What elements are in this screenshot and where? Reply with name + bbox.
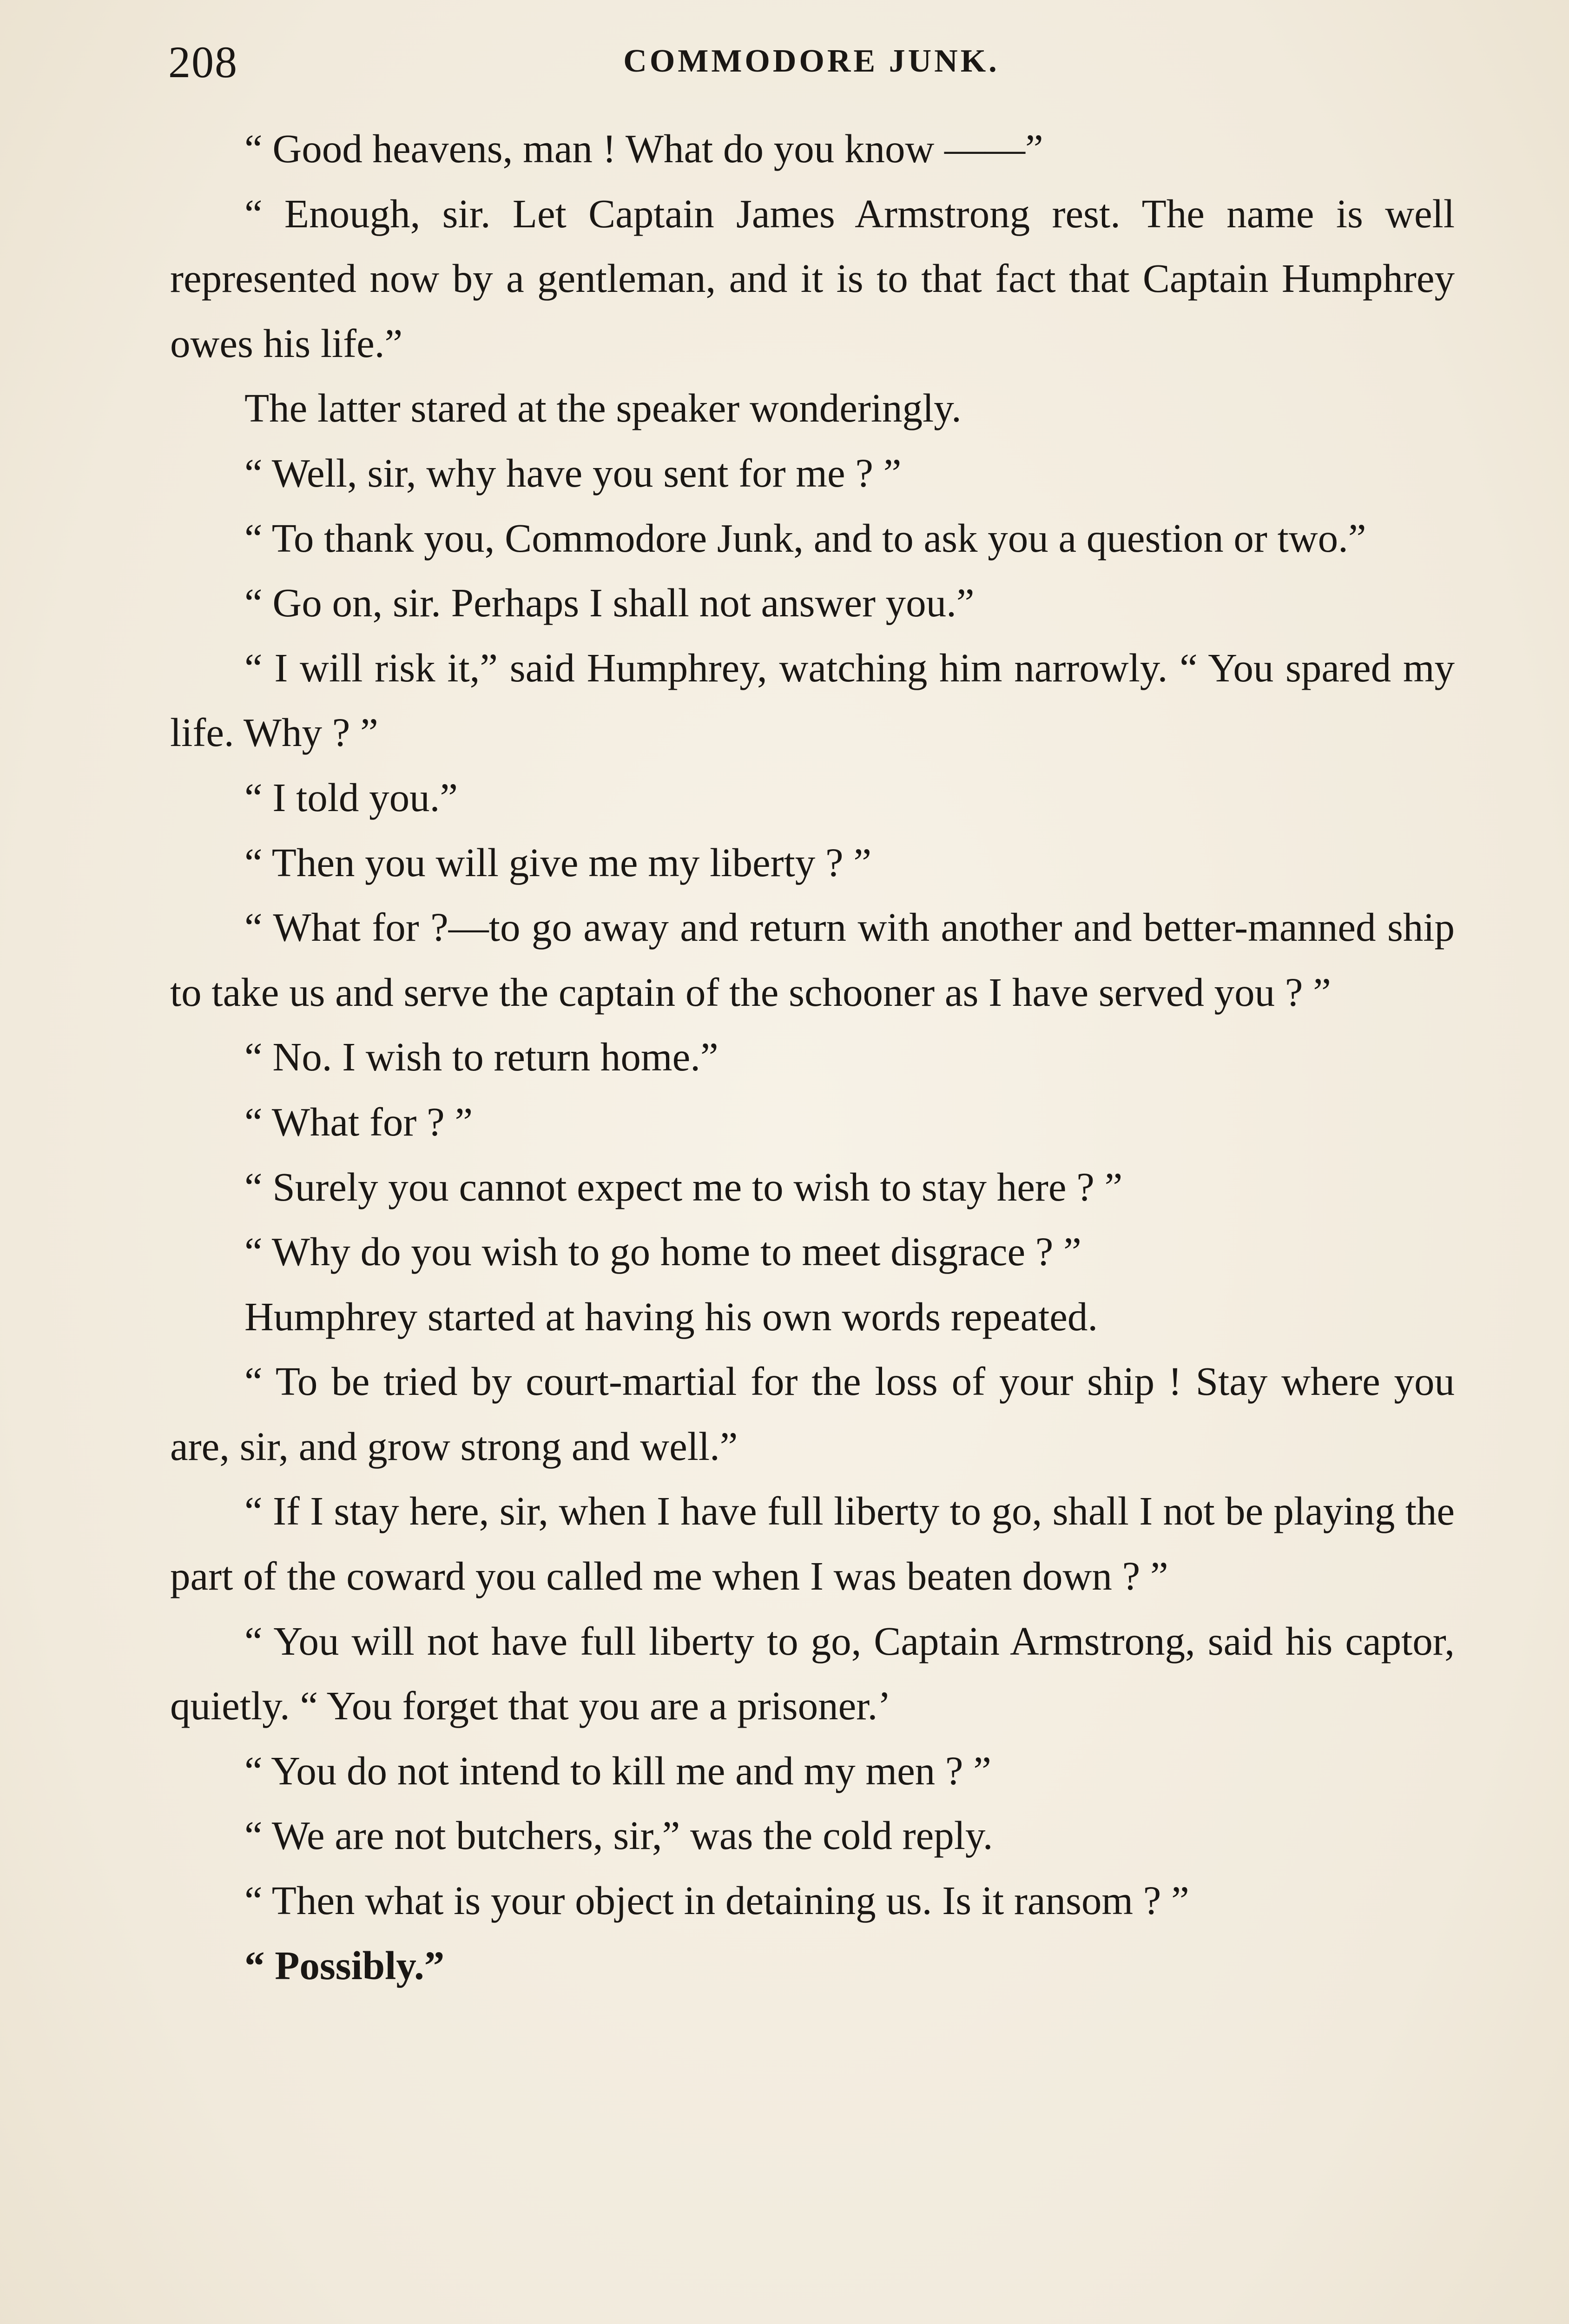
- paragraph: “ Go on, sir. Perhaps I shall not answer you.”: [244, 580, 975, 626]
- page-header: [168, 36, 1455, 87]
- paragraph: “ To thank you, Commodore Junk, and to ask you a question or two.”: [244, 515, 1366, 561]
- paragraph: “ No. I wish to return home.”: [244, 1034, 719, 1080]
- paragraph: “ You will not have full liberty to go, Captain Armstrong, said his captor, quietly. “ You forget that you are a prisoner.’: [170, 1618, 1455, 1729]
- paragraph: “ I will risk it,” said Humphrey, watching him narrowly. “ You spared my life. Why ? ”: [170, 645, 1455, 755]
- paragraph: Humphrey started at having his own words repeated.: [244, 1294, 1098, 1339]
- paragraph: “ What for ? ”: [244, 1099, 473, 1144]
- paragraph: “ To be tried by court-martial for the loss of your ship ! Stay where you are, sir, and grow strong and well.”: [170, 1359, 1455, 1469]
- paragraph: “ Why do you wish to go home to meet disgrace ? ”: [244, 1229, 1081, 1274]
- paragraph: “ Surely you cannot expect me to wish to stay here ? ”: [244, 1164, 1123, 1209]
- paragraph: “ I told you.”: [244, 774, 458, 820]
- page-body: [170, 116, 1455, 1998]
- paragraph: “ If I stay here, sir, when I have full liberty to go, shall I not be playing the part of the coward you called me when I was beaten down ? ”: [170, 1488, 1455, 1599]
- paragraph: “ Well, sir, why have you sent for me ? ”: [244, 450, 902, 495]
- page-number: 208: [168, 37, 238, 87]
- paragraph: “ What for ?—to go away and return with another and better-manned ship to take us and serve the captain of the schooner as I have served you ? ”: [170, 905, 1455, 1015]
- paragraph: “ Then what is your object in detaining us. Is it ransom ? ”: [244, 1878, 1189, 1923]
- paragraph: “ Then you will give me my liberty ? ”: [244, 839, 871, 885]
- paragraph: “ We are not butchers, sir,” was the cold reply.: [244, 1813, 993, 1858]
- paragraph: “ You do not intend to kill me and my men ? ”: [244, 1748, 991, 1793]
- paragraph: “ Enough, sir. Let Captain James Armstrong rest. The name is well represented now by a gentleman, and it is to that fact that Captain Humphrey owes his life.”: [170, 191, 1455, 366]
- paragraph: The latter stared at the speaker wonderingly.: [244, 385, 962, 431]
- paragraph: “ Good heavens, man ! What do you know ——”: [244, 126, 1043, 171]
- running-head: COMMODORE JUNK.: [623, 43, 1000, 79]
- paragraph: “ Possibly.”: [244, 1942, 445, 1988]
